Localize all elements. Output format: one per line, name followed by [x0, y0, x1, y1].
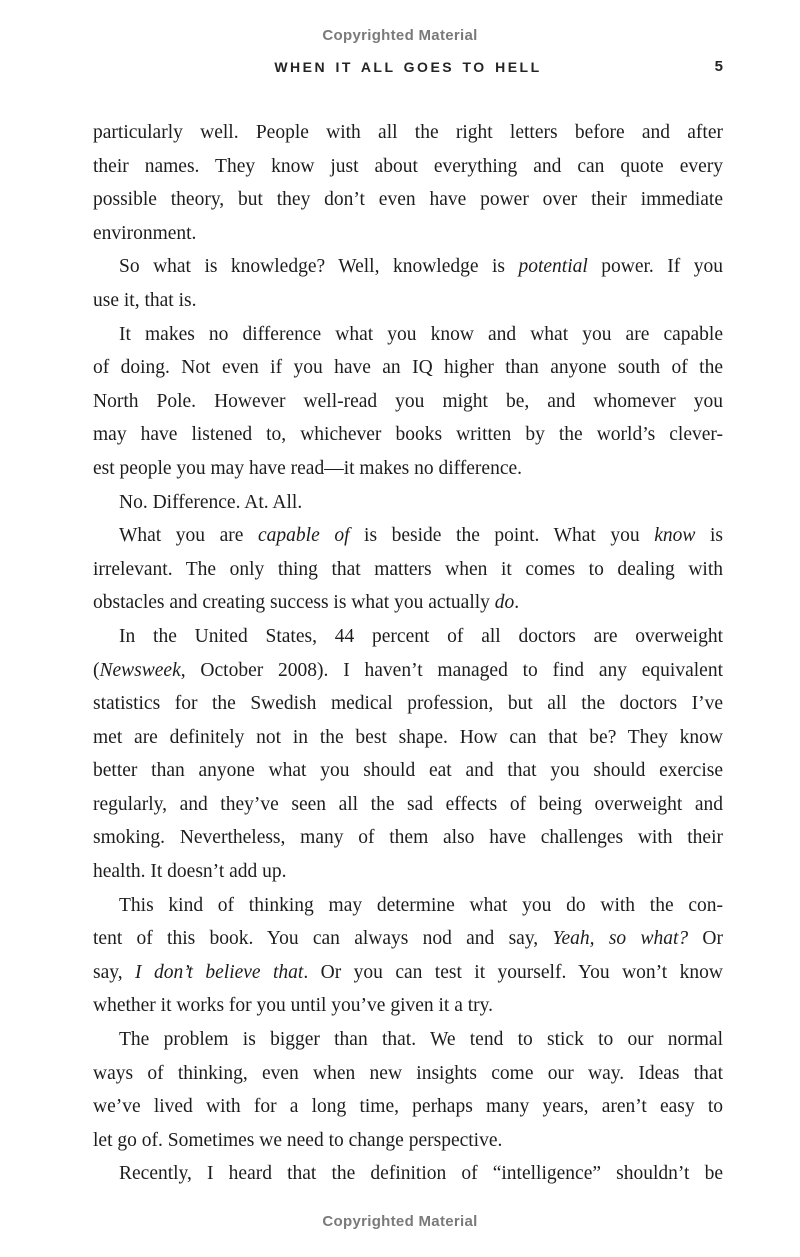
page-body-text [93, 116, 723, 1191]
italic-text: do [494, 592, 515, 614]
body-text-segment: particularly well. People with all the right letters before and after [93, 122, 723, 143]
body-text-segment: tent of this book. You can always nod and say, [93, 928, 553, 950]
text-line [93, 183, 723, 217]
text-line-content [93, 928, 723, 949]
running-header [93, 59, 723, 79]
text-line [93, 956, 723, 990]
body-text-segment: est people you may have read—it makes no difference. [93, 457, 523, 479]
body-text-segment: whether it works for you until you’ve given it a try. [93, 995, 494, 1017]
text-line-content [119, 492, 302, 513]
text-line-content [93, 559, 723, 580]
body-text-segment: Or [688, 928, 723, 950]
text-line [93, 1157, 723, 1191]
text-line [93, 754, 723, 788]
text-line-content [93, 1063, 723, 1084]
body-text-segment: better than anyone what you should eat and that you should exercise [93, 760, 723, 782]
page-number: 5 [714, 58, 723, 75]
text-line [93, 654, 723, 688]
text-line [93, 889, 723, 923]
body-text-segment: What you are [119, 525, 259, 547]
paragraph [93, 1157, 723, 1191]
text-line-content [119, 525, 723, 546]
text-line-content [93, 861, 287, 882]
text-line [93, 519, 723, 553]
body-text-segment: regularly, and they’ve seen all the sad effects of being overweight and [93, 793, 723, 815]
body-text-segment: is [695, 525, 723, 547]
text-line [93, 284, 723, 318]
paragraph [93, 889, 723, 1023]
body-text-segment: ( [93, 659, 100, 681]
body-text-segment: In the United States, 44 percent of all doctors are overweight [119, 625, 723, 647]
text-line-content [93, 156, 723, 177]
body-text-segment: . [514, 592, 520, 614]
text-line-content [93, 660, 723, 681]
body-text-segment: The problem is bigger than that. We tend to stick to our normal [119, 1029, 723, 1051]
text-line-content [93, 223, 196, 244]
text-line-content [93, 189, 723, 210]
text-line [93, 788, 723, 822]
text-line-content [93, 962, 723, 983]
body-text-segment: . Or you can test it yourself. You won’t know [303, 961, 723, 983]
text-line-content [93, 290, 196, 311]
text-line-content [93, 391, 723, 412]
text-line [93, 922, 723, 956]
body-text-segment: their names. They know just about everything and can quote every [93, 155, 723, 177]
body-text-segment: Recently, I heard that the definition of “intelligence” shouldn’t be [119, 1163, 723, 1185]
body-text-segment: No. Difference. At. All. [119, 491, 303, 513]
body-text-segment: use it, that is. [93, 289, 197, 311]
body-text-segment: let go of. Sometimes we need to change perspective. [93, 1129, 503, 1151]
paragraph [93, 1023, 723, 1157]
text-line-content [119, 324, 723, 345]
text-line [93, 553, 723, 587]
body-text-segment: obstacles and creating success is what you actually [93, 592, 495, 614]
body-text-segment: we’ve lived with for a long time, perhaps many years, aren’t easy to [93, 1096, 723, 1118]
italic-text: potential [518, 256, 588, 278]
text-line [93, 1090, 723, 1124]
body-text-segment: smoking. Nevertheless, many of them also have challenges with their [93, 827, 723, 849]
copyright-watermark-top: Copyrighted Material [322, 27, 478, 44]
body-text-segment: irrelevant. The only thing that matters when it comes to dealing with [93, 558, 723, 580]
text-line-content [93, 794, 723, 815]
text-line [93, 620, 723, 654]
copyright-watermark-bottom: Copyrighted Material [322, 1213, 478, 1230]
paragraph [93, 519, 723, 620]
italic-text: I don’t believe that [135, 961, 304, 983]
text-line-content [93, 458, 522, 479]
text-line [93, 250, 723, 284]
text-line [93, 1057, 723, 1091]
text-line-content [93, 760, 723, 781]
text-line-content [119, 895, 723, 916]
paragraph [93, 620, 723, 889]
italic-text: Yeah, so what? [552, 928, 689, 950]
text-line-content [93, 357, 723, 378]
body-text-segment: of doing. Not even if you have an IQ higher than anyone south of the [93, 357, 723, 379]
text-line [93, 1023, 723, 1057]
body-text-segment: North Pole. However well-read you might be, and whomever you [93, 390, 723, 412]
body-text-segment: This kind of thinking may determine what you do with the con- [119, 894, 723, 916]
body-text-segment: say, [93, 961, 136, 983]
text-line [93, 385, 723, 419]
text-line [93, 855, 723, 889]
text-line-content [93, 1130, 502, 1151]
italic-text: know [654, 525, 696, 547]
text-line [93, 721, 723, 755]
body-text-segment: It makes no difference what you know and what you are capable [119, 323, 723, 345]
text-line [93, 1124, 723, 1158]
text-line-content [93, 995, 493, 1016]
body-text-segment: statistics for the Swedish medical profession, but all the doctors I’ve [93, 693, 723, 715]
text-line [93, 351, 723, 385]
body-text-segment: environment. [93, 222, 197, 244]
paragraph [93, 116, 723, 250]
text-line [93, 586, 723, 620]
italic-text: Newsweek [99, 659, 181, 681]
text-line [93, 486, 723, 520]
text-line-content [93, 827, 723, 848]
text-line [93, 821, 723, 855]
paragraph [93, 250, 723, 317]
text-line [93, 116, 723, 150]
chapter-title: WHEN IT ALL GOES TO HELL [274, 59, 542, 75]
body-text-segment: power. If you [587, 256, 723, 278]
body-text-segment: So what is knowledge? Well, knowledge is [119, 256, 519, 278]
text-line [93, 452, 723, 486]
text-line-content [119, 256, 723, 277]
text-line [93, 217, 723, 251]
italic-text: capable of [258, 525, 350, 547]
text-line [93, 150, 723, 184]
paragraph [93, 486, 723, 520]
text-line-content [119, 1163, 723, 1184]
text-line [93, 687, 723, 721]
text-line-content [93, 727, 723, 748]
text-line-content [93, 693, 723, 714]
body-text-segment: , October 2008). I haven’t managed to find any equivalent [180, 659, 723, 681]
text-line [93, 318, 723, 352]
text-line [93, 989, 723, 1023]
text-line-content [93, 424, 723, 445]
text-line [93, 418, 723, 452]
body-text-segment: met are definitely not in the best shape. How can that be? They know [93, 726, 723, 748]
text-line-content [93, 122, 723, 143]
body-text-segment: is beside the point. What you [349, 525, 655, 547]
body-text-segment: possible theory, but they don’t even have power over their immediate [93, 189, 723, 211]
body-text-segment: may have listened to, whichever books written by the world’s clever- [93, 424, 723, 446]
text-line-content [93, 592, 519, 613]
text-line-content [119, 1029, 723, 1050]
body-text-segment: ways of thinking, even when new insights come our way. Ideas that [93, 1062, 723, 1084]
body-text-segment: health. It doesn’t add up. [93, 861, 287, 883]
paragraph [93, 318, 723, 486]
text-line-content [119, 626, 723, 647]
text-line-content [93, 1096, 723, 1117]
